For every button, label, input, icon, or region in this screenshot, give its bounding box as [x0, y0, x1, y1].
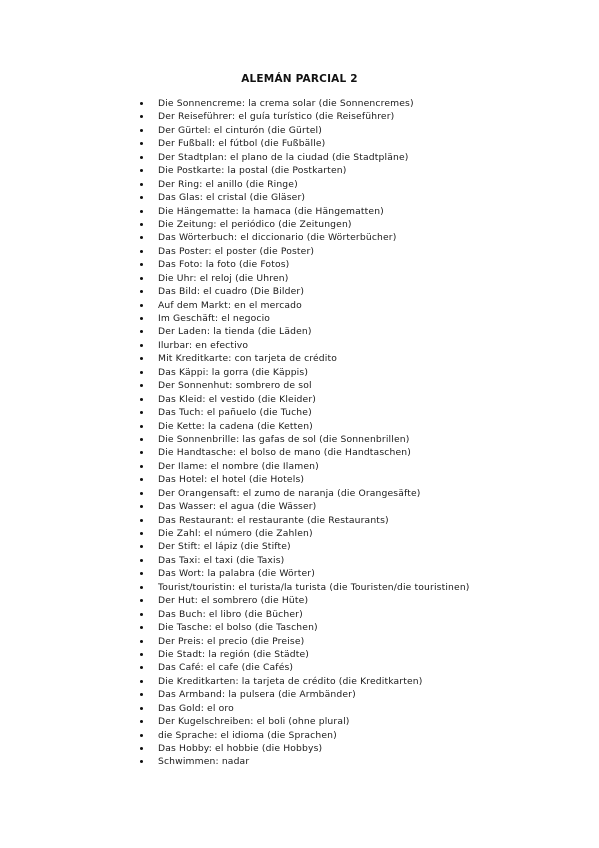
list-item-text: Das Foto: la foto (die Fotos) — [158, 259, 290, 271]
bullet-icon — [140, 398, 143, 401]
bullet-icon — [140, 559, 143, 562]
list-item — [136, 527, 470, 540]
bullet-icon — [140, 640, 143, 643]
list-item — [136, 312, 470, 325]
list-item-text: Der Reiseführer: el guía turístico (die Reiseführer) — [158, 111, 395, 123]
bullet-icon — [140, 236, 143, 239]
list-item-text: Die Handtasche: el bolso de mano (die Handtaschen) — [158, 447, 411, 459]
list-item — [136, 366, 470, 379]
bullet-icon — [140, 371, 143, 374]
list-item-text: Die Zahl: el número (die Zahlen) — [158, 528, 313, 539]
bullet-icon — [140, 586, 143, 589]
list-item — [136, 299, 470, 312]
bullet-icon — [140, 653, 143, 656]
bullet-icon — [140, 115, 143, 118]
list-item — [136, 325, 470, 338]
list-item — [136, 635, 470, 648]
list-item-text: Das Buch: el libro (die Bücher) — [158, 608, 303, 620]
list-item — [136, 218, 470, 231]
bullet-icon — [140, 599, 143, 602]
list-item-text: Die Uhr: el reloj (die Uhren) — [158, 272, 289, 284]
list-item — [136, 540, 470, 553]
list-item-text: Tourist/touristin: el turista/la turista (die Touristen/die touristinen) — [158, 581, 470, 593]
list-item-text: Das Hotel: el hotel (die Hotels) — [158, 474, 305, 486]
list-item-text: Der Hut: el sombrero (die Hüte) — [158, 595, 309, 607]
list-item-text: Das Café: el cafe (die Cafés) — [158, 662, 294, 674]
list-item — [136, 97, 470, 110]
list-item — [136, 151, 470, 164]
bullet-icon — [140, 545, 143, 548]
list-item-text: Das Käppi: la gorra (die Käppis) — [158, 366, 309, 378]
list-item-text: Das Wort: la palabra (die Wörter) — [158, 568, 315, 580]
bullet-icon — [140, 183, 143, 186]
list-item-text: Die Tasche: el bolso (die Taschen) — [158, 622, 318, 634]
list-item — [136, 621, 470, 634]
vocabulary-list — [136, 97, 470, 769]
list-item-text: Die Zeitung: el periódico (die Zeitungen) — [158, 218, 352, 230]
list-item-text: Der Ilame: el nombre (die Ilamen) — [158, 460, 319, 472]
list-item-text: Der Fußball: el fútbol (die Fußbälle) — [158, 138, 326, 150]
bullet-icon — [140, 451, 143, 454]
bullet-icon — [140, 129, 143, 132]
list-item-text: Auf dem Markt: en el mercado — [158, 299, 302, 311]
bullet-icon — [140, 223, 143, 226]
list-item-text: die Sprache: el idioma (die Sprachen) — [158, 729, 337, 741]
bullet-icon — [140, 760, 143, 763]
list-item-text: Die Sonnenbrille: las gafas de sol (die Sonnenbrillen) — [158, 433, 410, 445]
bullet-icon — [140, 465, 143, 468]
list-item — [136, 473, 470, 486]
list-item-text: Der Stadtplan: el plano de la ciudad (die Stadtpläne) — [158, 151, 409, 163]
bullet-icon — [140, 290, 143, 293]
list-item — [136, 581, 470, 594]
bullet-icon — [140, 532, 143, 535]
bullet-icon — [140, 572, 143, 575]
list-item — [136, 608, 470, 621]
bullet-icon — [140, 156, 143, 159]
list-item — [136, 406, 470, 419]
list-item-text: Die Sonnencreme: la crema solar (die Sonnencremes) — [158, 98, 414, 109]
bullet-icon — [140, 330, 143, 333]
list-item — [136, 420, 470, 433]
list-item-text: Das Taxi: el taxi (die Taxis) — [158, 554, 285, 566]
bullet-icon — [140, 263, 143, 266]
list-item-text: Das Restaurant: el restaurante (die Restaurants) — [158, 514, 389, 526]
list-item-text: Der Kugelschreiben: el boli (ohne plural) — [158, 716, 350, 728]
list-item-text: Das Tuch: el pañuelo (die Tuche) — [158, 407, 312, 419]
bullet-icon — [140, 693, 143, 696]
list-item — [136, 661, 470, 674]
list-item-text: Das Glas: el cristal (die Gläser) — [158, 192, 306, 204]
bullet-icon — [140, 344, 143, 347]
list-item-text: Das Bild: el cuadro (Die Bilder) — [158, 286, 305, 298]
list-item — [136, 231, 470, 244]
bullet-icon — [140, 317, 143, 320]
list-item-text: Die Postkarte: la postal (die Postkarten) — [158, 165, 347, 177]
list-item-text: Das Armband: la pulsera (die Armbänder) — [158, 689, 356, 701]
bullet-icon — [140, 438, 143, 441]
list-item — [136, 285, 470, 298]
list-item — [136, 352, 470, 365]
list-item — [136, 205, 470, 218]
bullet-icon — [140, 505, 143, 508]
list-item-text: Die Hängematte: la hamaca (die Hängematten) — [158, 205, 384, 217]
list-item-text: Der Stift: el lápiz (die Stifte) — [158, 541, 291, 553]
list-item-text: Der Laden: la tienda (die Läden) — [158, 326, 312, 338]
list-item — [136, 272, 470, 285]
list-item-text: Das Wörterbuch: el diccionario (die Wörterbücher) — [158, 232, 397, 244]
list-item — [136, 648, 470, 661]
list-item-text: Die Kette: la cadena (die Ketten) — [158, 420, 313, 432]
list-item — [136, 675, 470, 688]
list-item — [136, 124, 470, 137]
list-item — [136, 433, 470, 446]
list-item — [136, 393, 470, 406]
bullet-icon — [140, 626, 143, 629]
list-item-text: Der Orangensaft: el zumo de naranja (die Orangesäfte) — [158, 487, 421, 499]
list-item-text: Schwimmen: nadar — [158, 756, 250, 768]
list-item — [136, 191, 470, 204]
bullet-icon — [140, 425, 143, 428]
list-item-text: Der Gürtel: el cinturón (die Gürtel) — [158, 124, 322, 136]
bullet-icon — [140, 478, 143, 481]
list-item — [136, 554, 470, 567]
list-item-text: Das Wasser: el agua (die Wässer) — [158, 501, 317, 513]
bullet-icon — [140, 357, 143, 360]
list-item — [136, 567, 470, 580]
list-item — [136, 514, 470, 527]
list-item — [136, 715, 470, 728]
bullet-icon — [140, 384, 143, 387]
bullet-icon — [140, 734, 143, 737]
list-item-text: Das Gold: el oro — [158, 702, 234, 714]
bullet-icon — [140, 250, 143, 253]
document-title: ALEMÁN PARCIAL 2 — [241, 73, 358, 85]
list-item — [136, 164, 470, 177]
list-item — [136, 258, 470, 271]
list-item — [136, 729, 470, 742]
bullet-icon — [140, 613, 143, 616]
bullet-icon — [140, 666, 143, 669]
list-item — [136, 755, 470, 768]
list-item — [136, 702, 470, 715]
list-item — [136, 137, 470, 150]
bullet-icon — [140, 411, 143, 414]
bullet-icon — [140, 492, 143, 495]
list-item-text: Das Poster: el poster (die Poster) — [158, 245, 315, 257]
list-item — [136, 110, 470, 123]
list-item — [136, 460, 470, 473]
bullet-icon — [140, 277, 143, 280]
list-item-text: Die Kreditkarten: la tarjeta de crédito (die Kreditkarten) — [158, 675, 423, 687]
list-item-text: Das Kleid: el vestido (die Kleider) — [158, 393, 316, 405]
list-item-text: Die Stadt: la región (die Städte) — [158, 648, 310, 660]
bullet-icon — [140, 304, 143, 307]
list-item-text: Im Geschäft: el negocio — [158, 313, 271, 324]
list-item — [136, 594, 470, 607]
bullet-icon — [140, 680, 143, 683]
bullet-icon — [140, 210, 143, 213]
bullet-icon — [140, 102, 143, 105]
list-item — [136, 742, 470, 755]
list-item — [136, 500, 470, 513]
bullet-icon — [140, 747, 143, 750]
list-item-text: Ilurbar: en efectivo — [158, 339, 249, 351]
list-item — [136, 178, 470, 191]
bullet-icon — [140, 142, 143, 145]
bullet-icon — [140, 196, 143, 199]
list-item-text: Der Ring: el anillo (die Ringe) — [158, 178, 298, 190]
bullet-icon — [140, 707, 143, 710]
list-item-text: Der Sonnenhut: sombrero de sol — [158, 380, 312, 392]
list-item — [136, 688, 470, 701]
list-item — [136, 487, 470, 500]
list-item-text: Mit Kreditkarte: con tarjeta de crédito — [158, 353, 338, 365]
list-item-text: Das Hobby: el hobbie (die Hobbys) — [158, 743, 323, 754]
bullet-icon — [140, 519, 143, 522]
list-item — [136, 339, 470, 352]
list-item — [136, 446, 470, 459]
list-item-text: Der Preis: el precio (die Preise) — [158, 635, 305, 647]
list-item — [136, 245, 470, 258]
list-item — [136, 379, 470, 392]
bullet-icon — [140, 169, 143, 172]
bullet-icon — [140, 720, 143, 723]
